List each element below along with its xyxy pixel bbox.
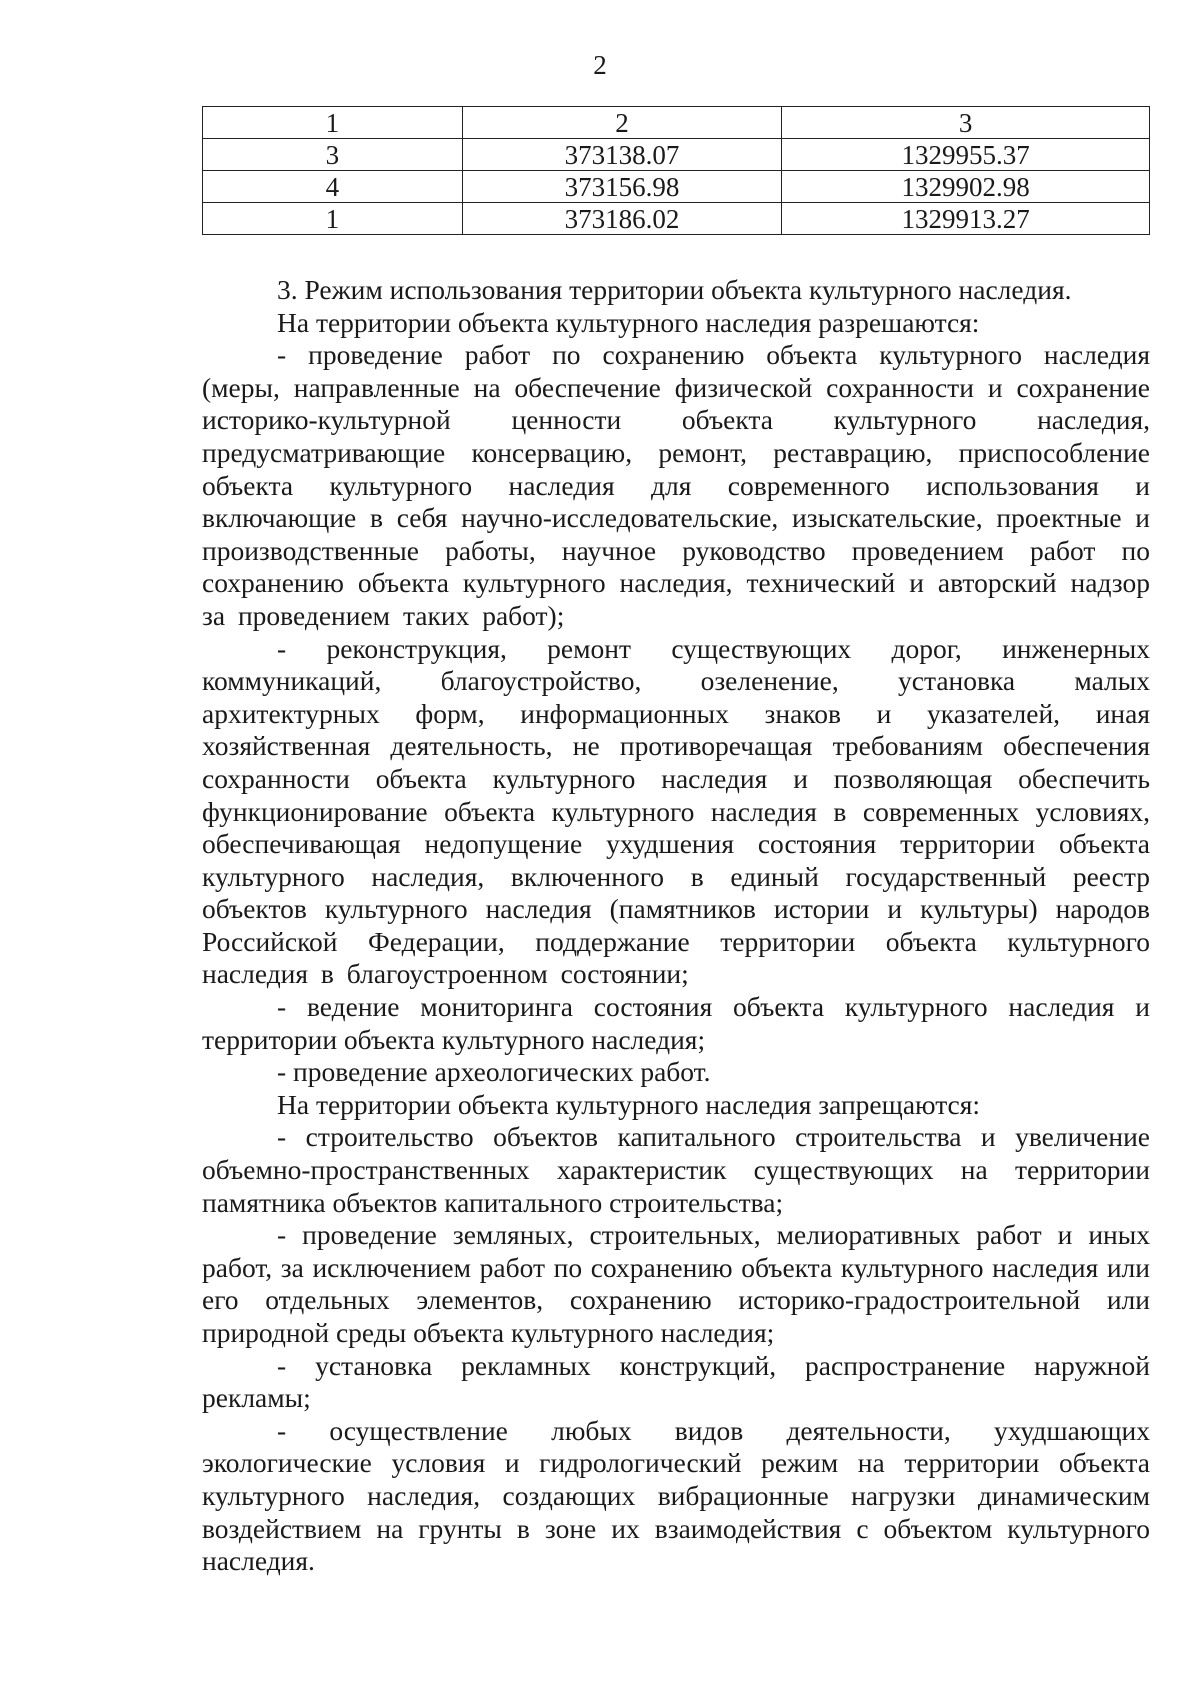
list-item: - проведение археологических работ. [277,1056,711,1088]
table-cell: 1329913.27 [782,203,1150,235]
table-cell: 1329902.98 [782,171,1150,203]
table-header-cell: 3 [782,107,1150,139]
paragraph-prohibited-intro: На территории объекта культурного наследия запрещаются: [277,1088,981,1120]
list-item: - строительство объектов капитального строительства и увеличение объемно-пространственных характеристик существующих на территории памятника объектов капитального строительства; [202,1121,1150,1218]
list-item: - проведение работ по сохранению объекта культурного наследия (меры, направленные на обеспечение физической сохранности и сохранение историко-культурной ценности объекта культурного наследия, предусматривающие консервацию, ремонт, реставрацию, приспособление объекта культурного наследия для современного использования и включающие в себя научно-исследовательские, изыскательские, проектные и производственные работы, научное руководство проведением работ по сохранению объекта культурного наследия, технический и авторский надзор за проведением таких работ); [202,339,1150,631]
list-item: - осуществление любых видов деятельности, ухудшающих экологические условия и гидрологический режим на территории объекта культурного наследия, создающих вибрационные нагрузки динамическим воздействием на грунты в зоне их взаимодействия с объектом культурного наследия. [202,1414,1150,1577]
list-item: - реконструкция, ремонт существующих дорог, инженерных коммуникаций, благоустройство, озеленение, установка малых архитектурных форм, информационных знаков и указателей, иная хозяйственная деятельность, не противоречащая требованиям обеспечения сохранности объекта культурного наследия и позволяющая обеспечить функционирование объекта культурного наследия в современных условиях, обеспечивающая недопущение ухудшения состояния территории объекта культурного наследия, включенного в единый государственный реестр объектов культурного наследия (памятников истории и культуры) народов Российской Федерации, поддержание территории объекта культурного наследия в благоустроенном состоянии; [202,632,1150,990]
table-cell: 373186.02 [462,203,782,235]
table-row [203,139,1150,171]
table-row [203,203,1150,235]
list-item: - ведение мониторинга состояния объекта культурного наследия и территории объекта культурного наследия; [202,991,1150,1055]
document-body [202,274,1150,1578]
table-cell: 373138.07 [462,139,782,171]
list-item: - установка рекламных конструкций, распространение наружной рекламы; [202,1349,1150,1414]
table-cell: 3 [203,139,463,171]
coordinates-table [202,106,1150,235]
paragraph-permitted-intro: На территории объекта культурного наследия разрешаются: [277,306,980,338]
table-cell: 1 [203,203,463,235]
table-row [203,171,1150,203]
page-number: 2 [593,50,607,80]
table-header-cell: 1 [203,107,463,139]
list-item: - проведение земляных, строительных, мелиоративных работ и иных работ, за исключением работ по сохранению объекта культурного наследия или его отдельных элементов, сохранению историко-градостроительной или природной среды объекта культурного наследия; [202,1219,1150,1348]
table-header-cell: 2 [462,107,782,139]
table-header-row [203,107,1150,139]
table-cell: 373156.98 [462,171,782,203]
section-heading: 3. Режим использования территории объекта культурного наследия. [277,274,1072,305]
table-cell: 4 [203,171,463,203]
table-cell: 1329955.37 [782,139,1150,171]
